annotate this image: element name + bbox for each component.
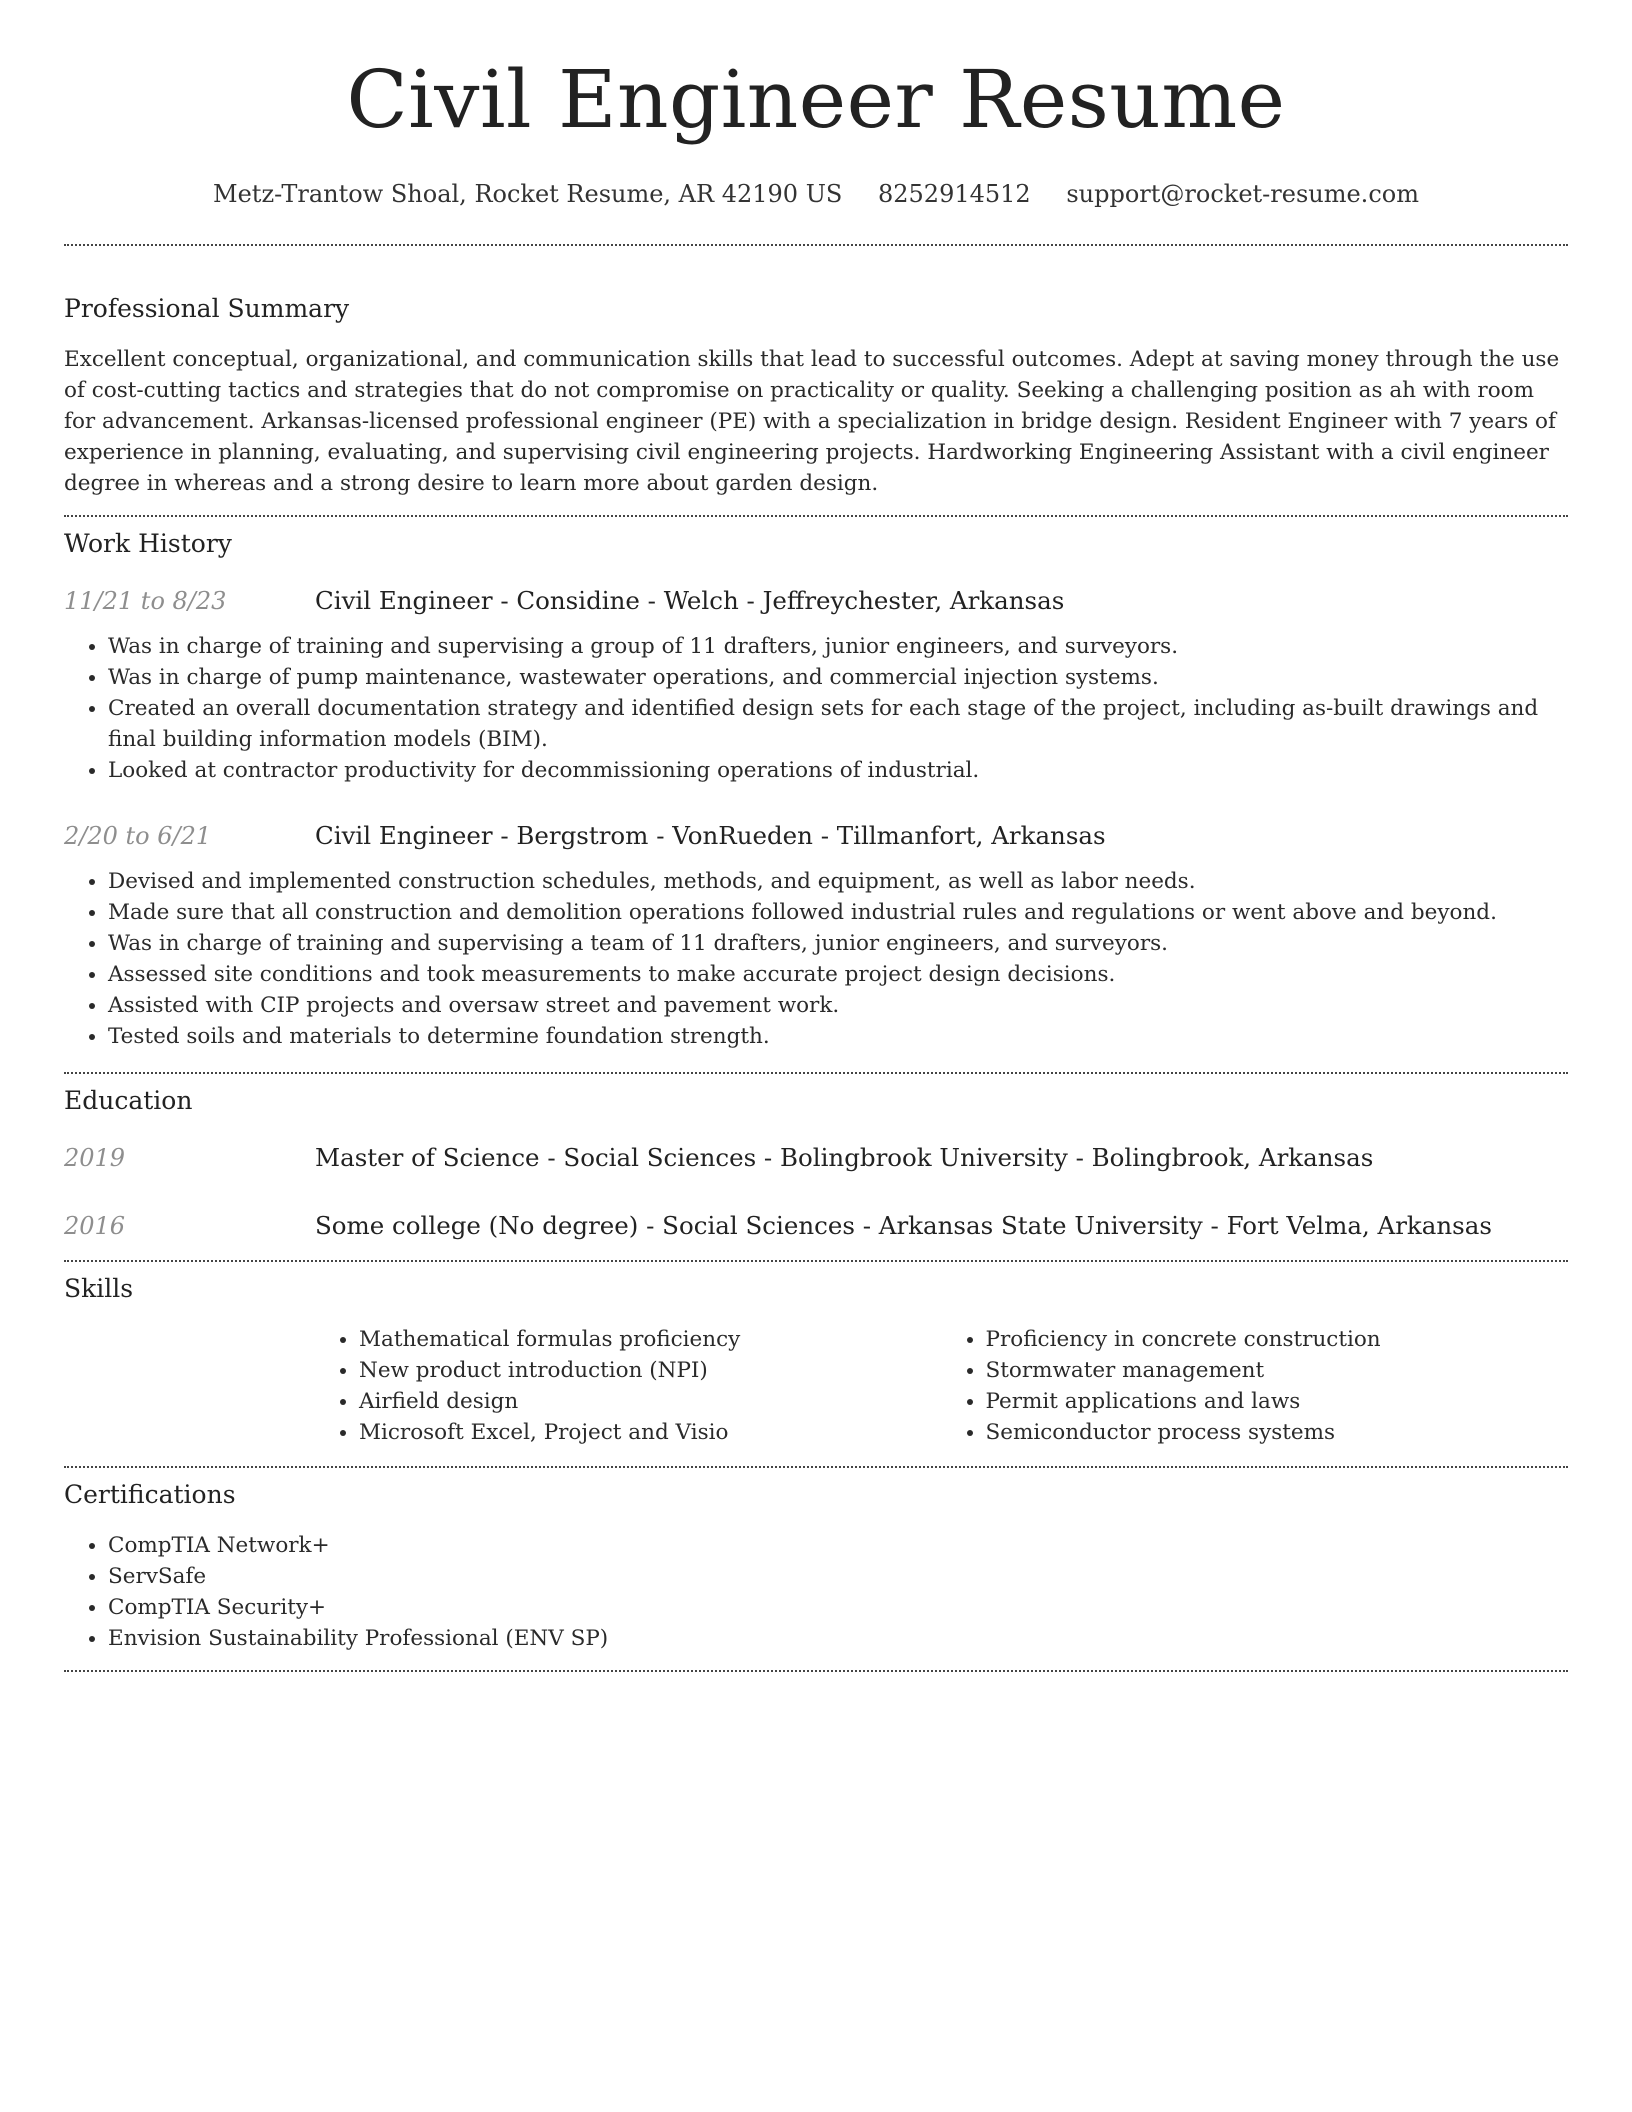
resume-page (64, 0, 1568, 1672)
education-entry (64, 1210, 1568, 1242)
list-item: • Was in charge of training and supervising a group of 11 drafters, junior engineers, and surveyors. (108, 631, 1568, 662)
list-item: • Tested soils and materials to determine foundation strength. (108, 1021, 1568, 1052)
list-item: • Created an overall documentation strategy and identified design sets for each stage of the project, including as-built drawings and final building information models (BIM). (108, 693, 1568, 755)
job-dates: 11/21 to 8/23 (64, 587, 227, 615)
summary-text: Excellent conceptual, organizational, and communication skills that lead to successful outcomes. Adept at saving money through the use of cost-cutting tactics and strategies that do not compromise on practicality or quality. Seeking a challenging position as ah with room for advancement. Arkansas-licensed professional engineer (PE) with a specialization in bridge design. Resident Engineer with 7 years of experience in planning, evaluating, and supervising civil engineering projects. Hardworking Engineering Assistant with a civil engineer degree in whereas and a strong desire to learn more about garden design. (64, 347, 1560, 496)
skills-columns (315, 1324, 1568, 1448)
education-year: 2019 (64, 1144, 126, 1172)
list-item: • Airfield design (359, 1386, 942, 1417)
job-entry (64, 585, 1568, 786)
job-dates: 2/20 to 6/21 (64, 822, 212, 850)
certifications-heading: Certifications (64, 1480, 236, 1509)
education-heading-line: Master of Science - Social Sciences - Bolingbrook University - Bolingbrook, Arkansas (315, 1143, 1374, 1172)
list-item: • CompTIA Network+ (108, 1530, 1568, 1561)
summary-heading: Professional Summary (64, 294, 350, 323)
list-item: • Mathematical formulas proficiency (359, 1324, 942, 1355)
summary-section (64, 292, 1568, 499)
list-item: • New product introduction (NPI) (359, 1355, 942, 1386)
work-history-section (64, 527, 1568, 1052)
job-heading: Civil Engineer - Considine - Welch - Jeffreychester, Arkansas (315, 586, 1065, 615)
job-bullets (64, 631, 1568, 786)
section-divider (64, 515, 1568, 517)
skills-list-right (942, 1324, 1569, 1448)
list-item: • Permit applications and laws (986, 1386, 1569, 1417)
contact-line (64, 178, 1568, 210)
education-heading-line: Some college (No degree) - Social Sciences - Arkansas State University - Fort Velma, Arkansas (315, 1211, 1492, 1240)
work-history-heading: Work History (64, 529, 232, 558)
contact-email: support@rocket-resume.com (1066, 180, 1419, 208)
list-item: • Microsoft Excel, Project and Visio (359, 1417, 942, 1448)
certifications-section (64, 1478, 1568, 1654)
list-item: • ServSafe (108, 1561, 1568, 1592)
skills-section (64, 1272, 1568, 1448)
section-divider (64, 1466, 1568, 1468)
resume-title: Civil Engineer Resume (346, 53, 1286, 146)
list-item: • Looked at contractor productivity for decommissioning operations of industrial. (108, 755, 1568, 786)
list-item: • Stormwater management (986, 1355, 1569, 1386)
section-divider (64, 244, 1568, 246)
list-item: • Made sure that all construction and demolition operations followed industrial rules and regulations or went above and beyond. (108, 897, 1568, 928)
list-item: • Was in charge of training and supervising a team of 11 drafters, junior engineers, and surveyors. (108, 928, 1568, 959)
section-divider (64, 1072, 1568, 1074)
skills-heading: Skills (64, 1274, 134, 1303)
list-item: • Devised and implemented construction schedules, methods, and equipment, as well as labor needs. (108, 866, 1568, 897)
list-item: • Envision Sustainability Professional (ENV SP) (108, 1623, 1568, 1654)
section-divider (64, 1260, 1568, 1262)
list-item: • Was in charge of pump maintenance, wastewater operations, and commercial injection systems. (108, 662, 1568, 693)
list-item: • Proficiency in concrete construction (986, 1324, 1569, 1355)
education-entry (64, 1142, 1568, 1174)
education-heading: Education (64, 1086, 193, 1115)
job-entry (64, 820, 1568, 1052)
contact-phone: 8252914512 (878, 180, 1031, 208)
list-item: • CompTIA Security+ (108, 1592, 1568, 1623)
list-item: • Assessed site conditions and took measurements to make accurate project design decisions. (108, 959, 1568, 990)
list-item: • Assisted with CIP projects and oversaw street and pavement work. (108, 990, 1568, 1021)
certifications-list (64, 1530, 1568, 1654)
job-heading: Civil Engineer - Bergstrom - VonRueden - Tillmanfort, Arkansas (315, 821, 1106, 850)
education-year: 2016 (64, 1212, 126, 1240)
education-section (64, 1084, 1568, 1242)
section-divider (64, 1670, 1568, 1672)
skills-list-left (315, 1324, 942, 1448)
contact-address: Metz-Trantow Shoal, Rocket Resume, AR 42190 US (213, 180, 843, 208)
list-item: • Semiconductor process systems (986, 1417, 1569, 1448)
job-bullets (64, 866, 1568, 1052)
